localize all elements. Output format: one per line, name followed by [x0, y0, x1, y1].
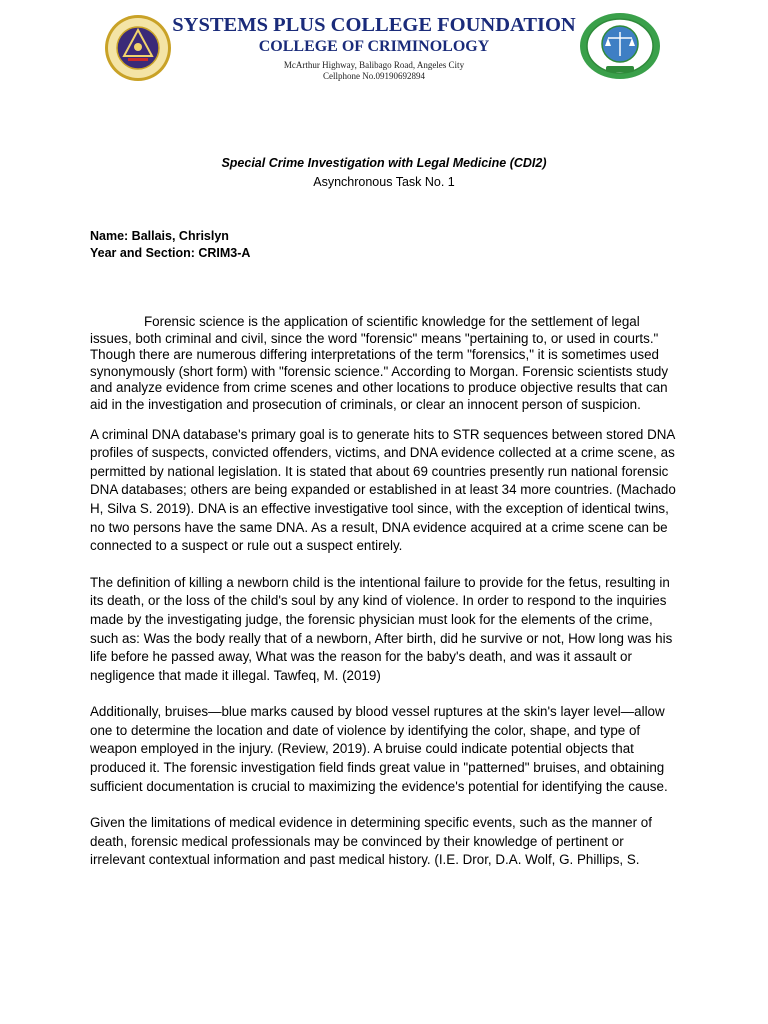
student-name: Name: Ballais, Chrislyn — [90, 229, 229, 243]
essay-body — [90, 314, 680, 888]
student-info — [90, 228, 250, 262]
paragraph-3: The definition of killing a newborn child is the intentional failure to provide for the fetus, resulting in its death, or the loss of the child's soul by any kind of violence. In order to respond to the inquiries made by the investigating judge, the forensic physician must look for the elements of the crime, such as: Was the body really that of a newborn, After birth, did he survive or not, How long was his life before he passed away, What was the reason for the baby's death, and was it assault or negligence that made it illegal. Tawfeq, M. (2019) — [90, 574, 673, 683]
criminology-seal-logo — [578, 12, 662, 80]
course-title: Special Crime Investigation with Legal Medicine (CDI2) — [221, 156, 547, 170]
college-seal-logo — [104, 14, 172, 82]
student-section: Year and Section: CRIM3-A — [90, 246, 251, 260]
college-name: COLLEGE OF CRIMINOLOGY — [258, 38, 490, 55]
paragraph-5: Given the limitations of medical evidence in determining specific events, such as the manner of death, forensic medical professionals may be convinced by their knowledge of pertinent or irrelevant contextual information and past medical history. (I.E. Dror, D.A. Wolf, G. Phillips, S. — [90, 815, 652, 868]
institution-name: SYSTEMS PLUS COLLEGE FOUNDATION — [172, 14, 576, 36]
institution-address: McArthur Highway, Balibago Road, Angeles City — [283, 60, 465, 70]
paragraph-1: Forensic science is the application of scientific knowledge for the settlement of legal issues, both criminal and civil, since the word "forensic" means "pertaining to, or used in courts." Though there are numerous differing interpretations of the term "forensics," it is sometimes used synonymously (short form) with "forensic science." According to Morgan. Forensic scientists study and analyze evidence from crime scenes and other locations to produce objective results that can aid in the investigation and prosecution of criminals, or clear an innocent person of suspicion. — [90, 314, 669, 412]
letterhead — [0, 0, 768, 90]
paragraph-2: A criminal DNA database's primary goal is to generate hits to STR sequences between stored DNA profiles of suspects, convicted offenders, victims, and DNA evidence collected at a crime scene, as permitted by national legislation. It is stated that about 69 countries presently run national forensic DNA databases; others are being expanded or established in at least 34 more countries. (Machado H, Silva S. 2019). DNA is an effective investigative tool since, with the exception of identical twins, no two persons have the same DNA. As a result, DNA evidence acquired at a crime scene can be connected to a suspect or rule out a suspect entirely. — [90, 426, 676, 554]
task-title: Asynchronous Task No. 1 — [313, 175, 455, 189]
institution-phone: Cellphone No.09190692894 — [323, 71, 425, 81]
letterhead-text — [170, 13, 578, 82]
paragraph-4: Additionally, bruises—blue marks caused by blood vessel ruptures at the skin's layer level—allow one to determine the location and date of violence by identifying the color, shape, and type of weapon employed in the injury. (Review, 2019). A bruise could indicate potential objects that produced it. The forensic investigation field finds great value in "patterned" bruises, and obtaining sufficient documentation is crucial to maximizing the evidence's potential for identifying the cause. — [90, 704, 668, 794]
